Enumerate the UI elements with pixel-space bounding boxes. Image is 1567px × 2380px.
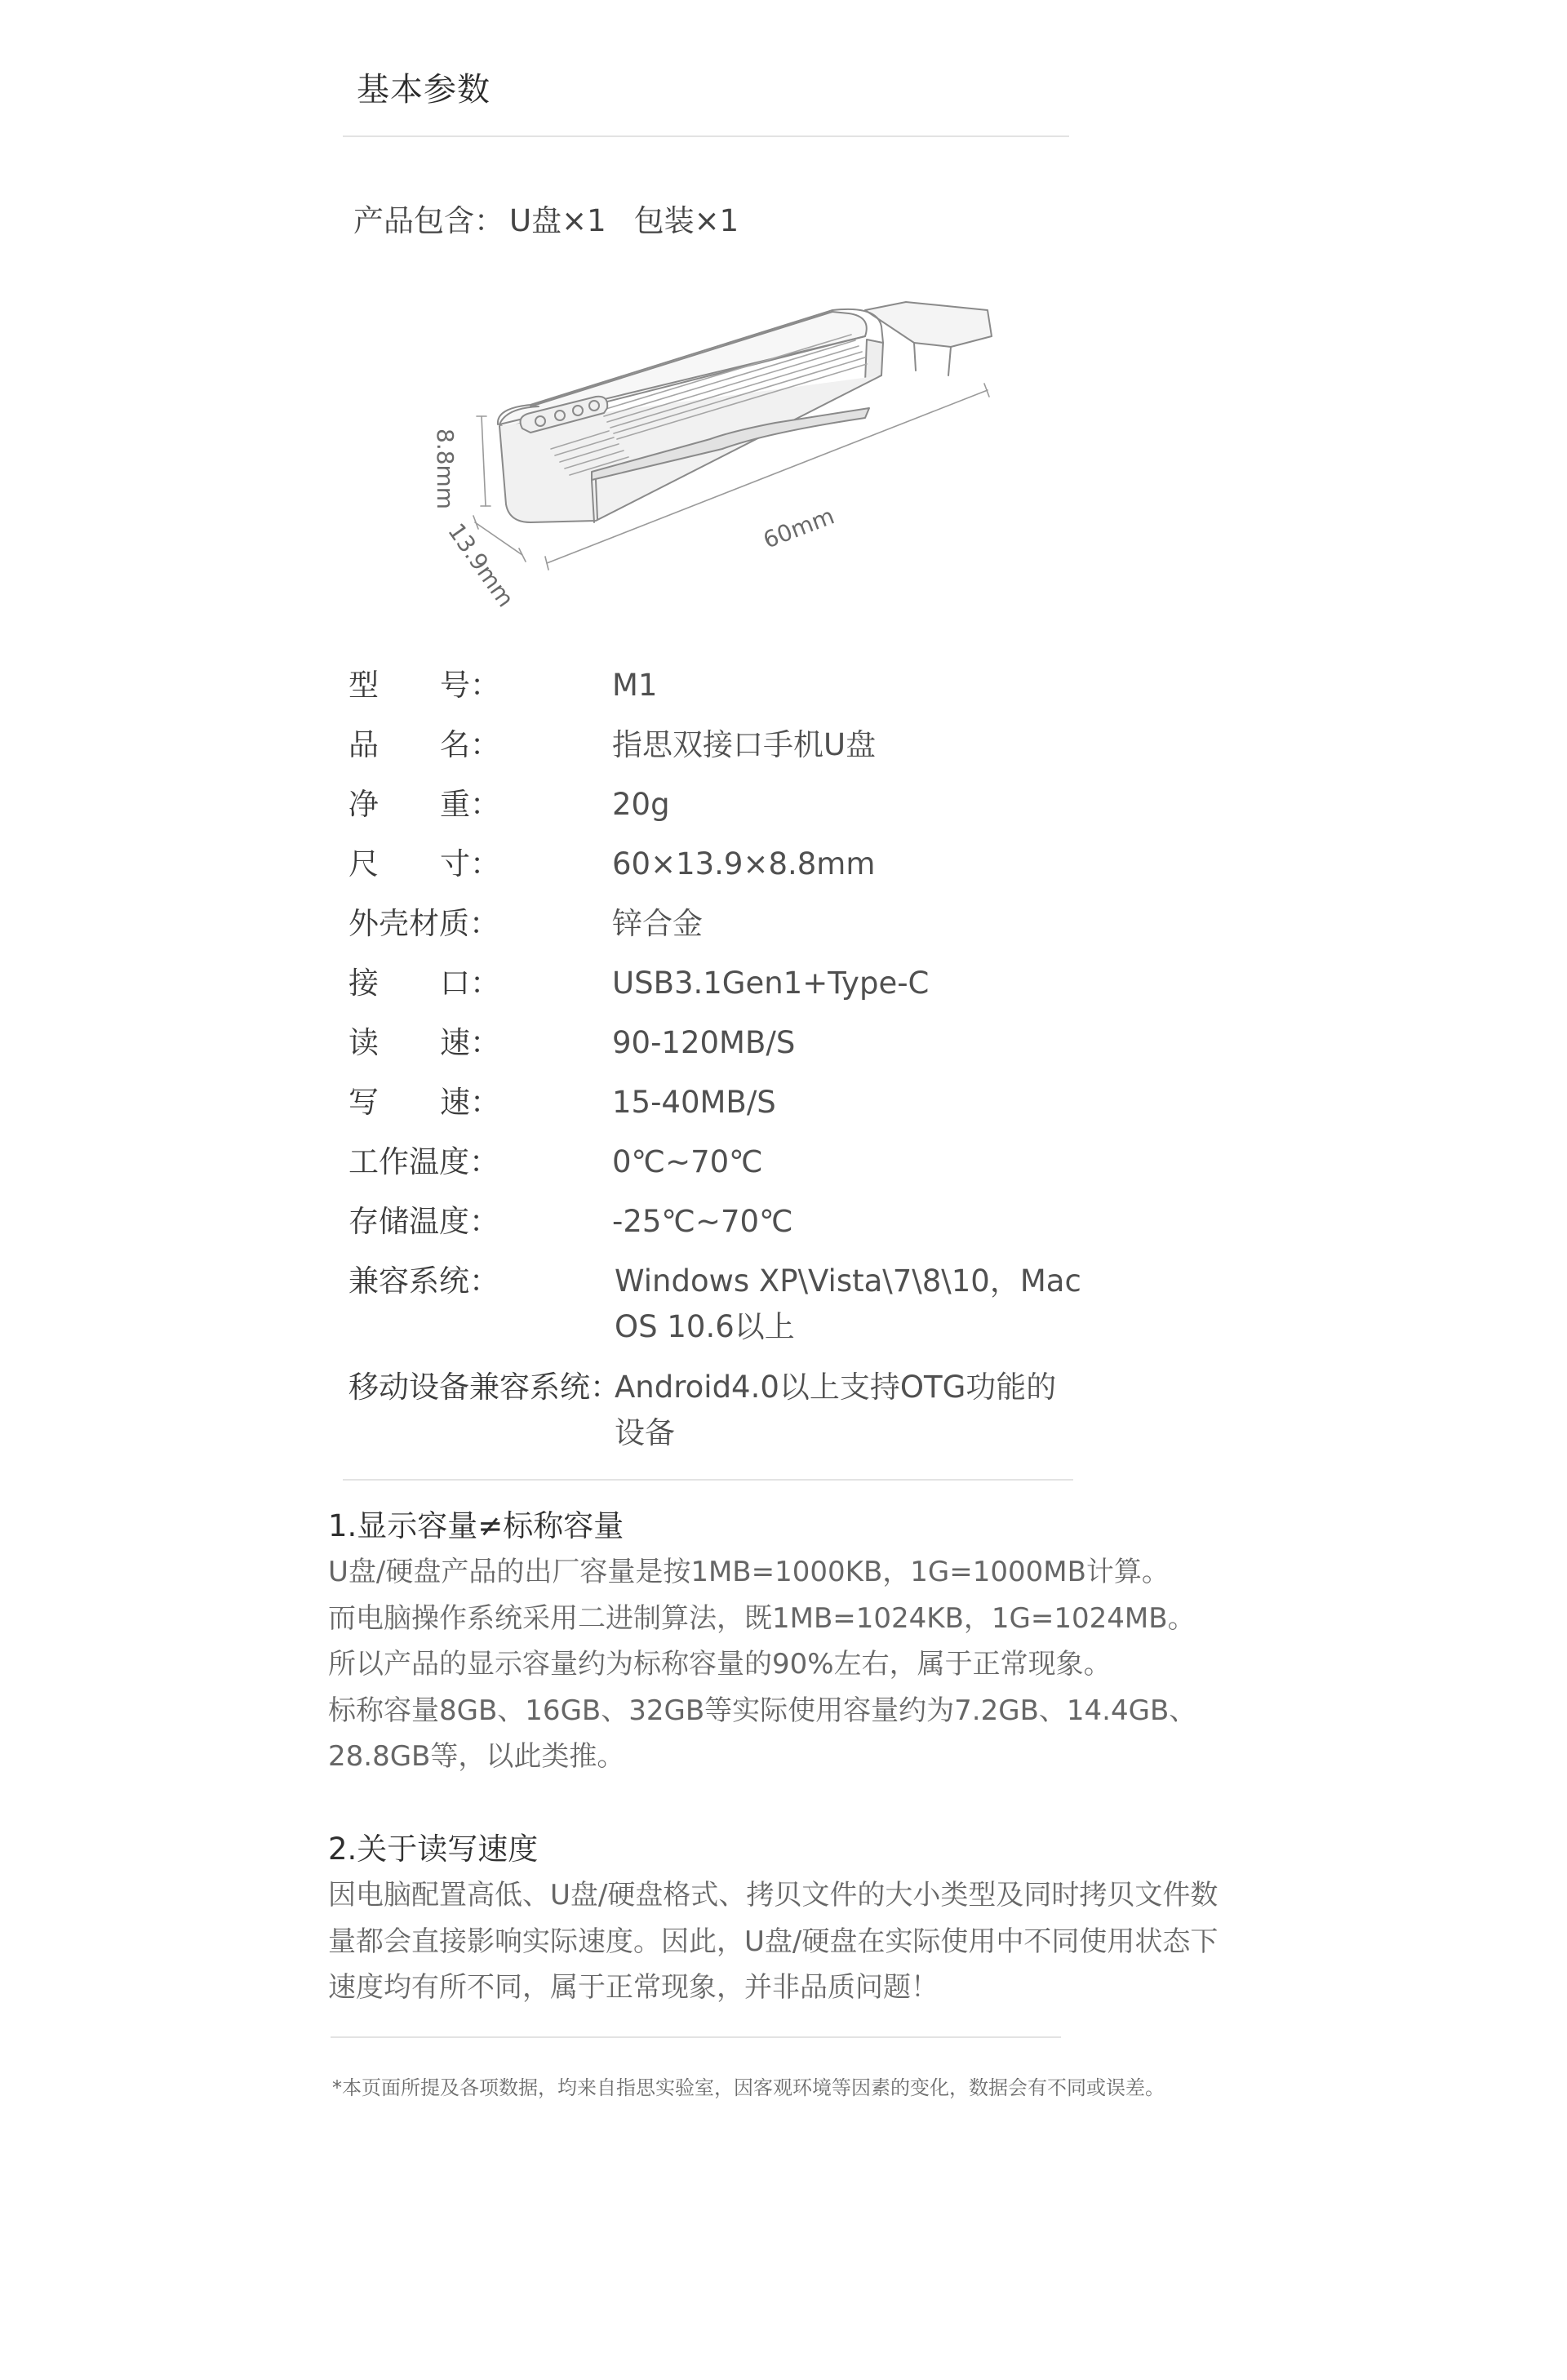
spec-value: 20g	[612, 787, 670, 822]
divider	[331, 2036, 1061, 2038]
spec-value: 设备	[615, 1415, 675, 1450]
spec-value: USB3.1Gen1+Type-C	[612, 966, 930, 1001]
spec-label: 速：	[440, 1085, 500, 1120]
note-capacity	[328, 1503, 1267, 1780]
note-heading: 1.显示容量≠标称容量	[328, 1508, 624, 1543]
note-line: U盘/硬盘产品的出厂容量是按1MB=1000KB，1G=1000MB计算。	[328, 1556, 1170, 1588]
spec-label: 兼容系统：	[348, 1263, 499, 1299]
package-item: 包装×1	[633, 203, 739, 238]
spec-label: 号：	[440, 668, 500, 703]
spec-value: 90-120MB/S	[612, 1025, 796, 1060]
spec-value: 锌合金	[612, 906, 703, 941]
spec-label: 尺	[348, 846, 379, 881]
dimension-height-label: 8.8mm	[432, 428, 459, 510]
spec-value: 60×13.9×8.8mm	[612, 846, 876, 881]
section-title: 基本参数	[357, 71, 491, 109]
note-line: 标称容量8GB、16GB、32GB等实际使用容量约为7.2GB、14.4GB、	[328, 1694, 1197, 1727]
note-line: 而电脑操作系统采用二进制算法，既1MB=1024KB，1G=1024MB。	[328, 1601, 1196, 1635]
spec-label: 读	[348, 1025, 379, 1060]
spec-value: 15-40MB/S	[612, 1085, 776, 1120]
dimension-length-label: 60mm	[759, 502, 838, 554]
spec-label: 品	[348, 727, 379, 762]
spec-label: 寸：	[440, 846, 500, 881]
spec-value: Android4.0以上支持OTG功能的	[615, 1370, 1057, 1405]
note-heading: 2.关于读写速度	[328, 1832, 539, 1867]
divider	[343, 1479, 1073, 1481]
spec-value: 0℃~70℃	[612, 1144, 763, 1179]
spec-value: -25℃~70℃	[612, 1204, 793, 1239]
note-line: 速度均有所不同，属于正常现象，并非品质问题！	[328, 1971, 939, 2004]
spec-label: 工作温度：	[348, 1144, 499, 1179]
divider	[343, 135, 1069, 137]
package-label: 产品包含：	[353, 203, 504, 238]
note-line: 所以产品的显示容量约为标称容量的90%左右，属于正常现象。	[328, 1648, 1112, 1681]
spec-label: 重：	[440, 787, 500, 822]
spec-label: 名：	[440, 727, 500, 762]
package-item: U盘×1	[509, 203, 606, 238]
spec-label: 净	[348, 787, 379, 822]
note-line: 因电脑配置高低、U盘/硬盘格式、拷贝文件的大小类型及同时拷贝文件数	[328, 1879, 1219, 1912]
package-contents	[353, 196, 755, 240]
product-dimension-drawing	[408, 286, 1012, 612]
spec-label: 速：	[440, 1025, 500, 1060]
footnote: *本页面所提及各项数据，均来自指思实验室，因客观环境等因素的变化，数据会有不同或误差。	[332, 2076, 1165, 2099]
spec-label: 型	[348, 668, 379, 703]
spec-value: Windows XP\Vista\7\8\10，Mac	[615, 1263, 1081, 1299]
spec-label: 移动设备兼容系统：	[348, 1370, 620, 1405]
spec-label: 接	[348, 966, 379, 1001]
spec-value: M1	[612, 668, 658, 703]
note-speed	[328, 1827, 1267, 2011]
spec-label: 口：	[440, 966, 500, 1001]
spec-label: 写	[348, 1085, 379, 1120]
spec-value: OS 10.6以上	[615, 1309, 795, 1344]
spec-label: 外壳材质：	[348, 906, 499, 941]
spec-label: 存储温度：	[348, 1204, 499, 1239]
dimension-width-label: 13.9mm	[442, 518, 520, 612]
note-line: 28.8GB等，以此类推。	[328, 1740, 625, 1773]
note-line: 量都会直接影响实际速度。因此，U盘/硬盘在实际使用中不同使用状态下	[328, 1925, 1219, 1958]
spec-value: 指思双接口手机U盘	[612, 727, 877, 762]
